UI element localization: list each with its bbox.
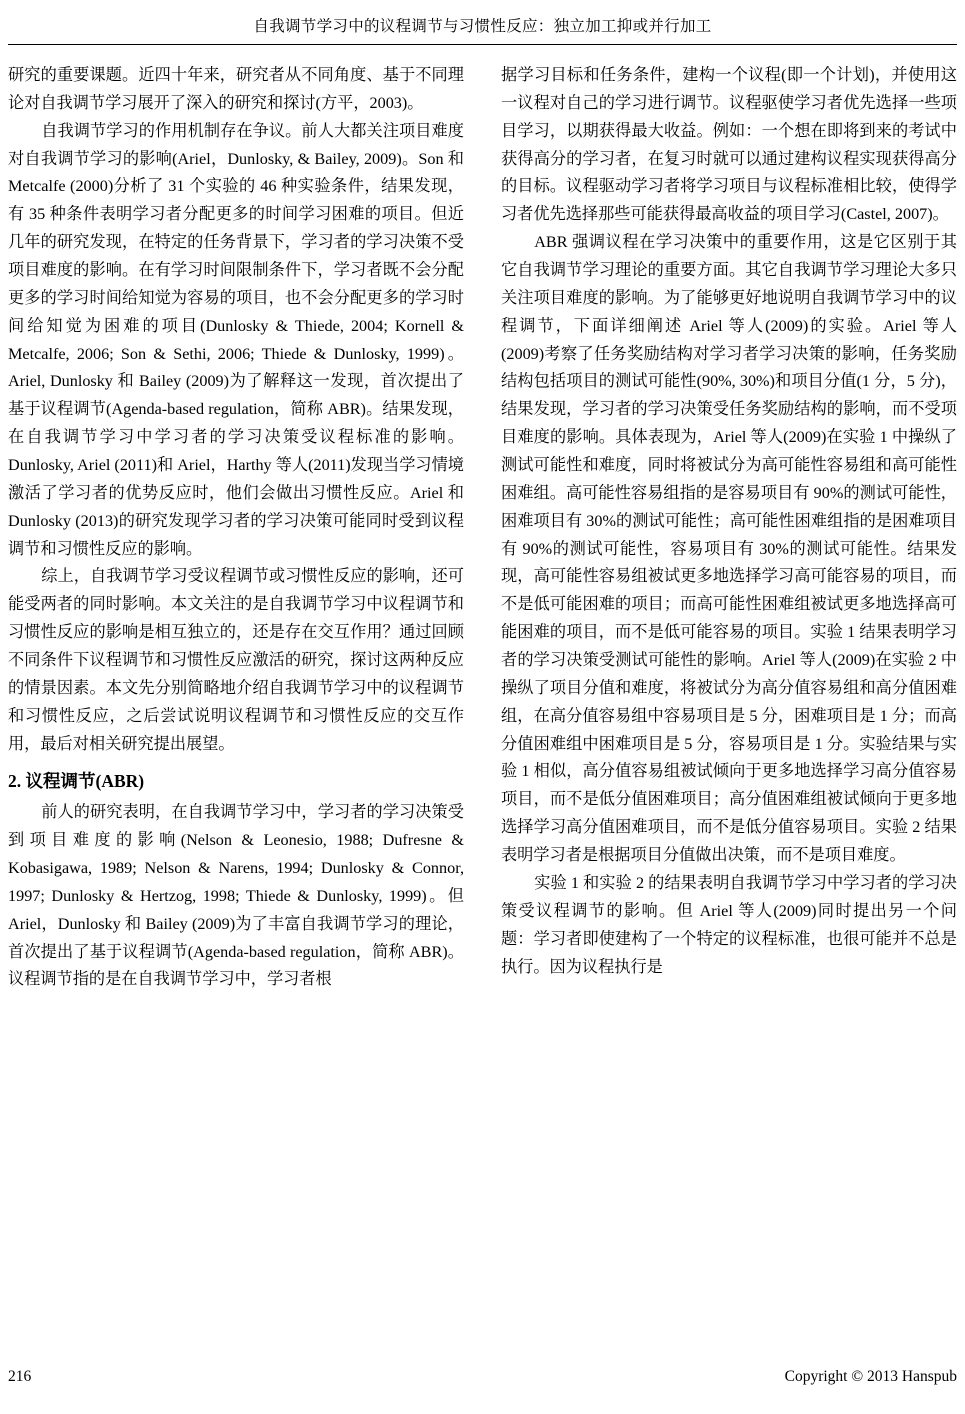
paragraph: 据学习目标和任务条件，建构一个议程(即一个计划)，并使用这一议程对自己的学习进行调节。议程驱使学习者优先选择一些项目学习，以期获得最大收益。例如：一个想在即将到来的考试中获得高分的学习者，在复习时就可以通过建构议程实现获得高分的目标。议程驱动学习者将学习项目与议程标准相比较，使得学习者优先选择那些可能获得最高收益的项目学习(Castel, 2007)。: [501, 66, 957, 224]
paragraph: 前人的研究表明，在自我调节学习中，学习者的学习决策受到项目难度的影响(Nelson & Leonesio, 1988; Dufresne & Kobasigawa, 1989; Nelson & Narens, 1994; Dunlosky & Connor, 1997; Dunlosky & Hertzog, 1998; Thiede & Dunlosky, 1999)。但 Ariel，Dunlosky 和 Bailey (2009)为了丰富自我调节学习的理论，首次提出了基于议程调节(Agenda-based regulation，简称 ABR)。议程调节指的是在自我调节学习中，学习者根: [8, 803, 464, 989]
header-divider: [8, 44, 957, 45]
left-column: [8, 62, 464, 1330]
paragraph: 综上，自我调节学习受议程调节或习惯性反应的影响，还可能受两者的同时影响。本文关注的是自我调节学习中议程调节和习惯性反应的影响是相互独立的，还是存在交互作用？通过回顾不同条件下议程调节和习惯性反应激活的研究，探讨这两种反应的情景因素。本文先分别简略地介绍自我调节学习中的议程调节和习惯性反应，之后尝试说明议程调节和习惯性反应的交互作用，最后对相关研究提出展望。: [8, 567, 464, 753]
copyright-notice: Copyright © 2013 Hanspub: [784, 1368, 957, 1385]
right-column: [501, 62, 957, 1330]
running-head: 自我调节学习中的议程调节与习惯性反应：独立加工抑或并行加工: [253, 18, 712, 35]
paragraph: ABR 强调议程在学习决策中的重要作用，这是它区别于其它自我调节学习理论的重要方面。其它自我调节学习理论大多只关注项目难度的影响。为了能够更好地说明自我调节学习中的议程调节，下面详细阐述 Ariel 等人(2009)的实验。Ariel 等人(2009)考察了任务奖励结构对学习者学习决策的影响，任务奖励结构包括项目的测试可能性(90%, 30%)和项目分值(1 分，5 分)，结果发现，学习者的学习决策受任务奖励结构的影响，而不受项目难度的影响。具体表现为，Ariel 等人(2009)在实验 1 中操纵了测试可能性和难度，同时将被试分为高可能性容易组和高可能性困难组。高可能性容易组指的是容易项目有 90%的测试可能性，困难项目有 30%的测试可能性；高可能性困难组指的是困难项目有 90%的测试可能性，容易项目有 30%的测试可能性。结果发现，高可能性容易组被试更多地选择学习高可能容易的项目，而不是低可能困难的项目；而高可能性困难组被试更多地选择高可能困难的项目，而不是低可能容易的项目。实验 1 结果表明学习者的学习决策受测试可能性的影响。Ariel 等人(2009)在实验 2 中操纵了项目分值和难度，将被试分为高分值容易组和高分值困难组，在高分值容易组中容易项目是 5 分，困难项目是 1 分；而高分值困难组中困难项目是 5 分，容易项目是 1 分。实验结果与实验 1 相似，高分值容易组被试倾向于更多地选择学习高分值容易项目，而不是低分值困难项目；高分值困难组被试倾向于更多地选择学习高分值困难项目，而不是低分值容易项目。实验 2 结果表明学习者是根据项目分值做出决策，而不是项目难度。: [501, 233, 957, 865]
paragraph: 自我调节学习的作用机制存在争议。前人大都关注项目难度对自我调节学习的影响(Ariel，Dunlosky, & Bailey, 2009)。Son 和 Metcalfe (2000)分析了 31 个实验的 46 种实验条件，结果发现，有 35 种条件表明学习者分配更多的时间学习困难的项目。但近几年的研究发现，在特定的任务背景下，学习者的学习决策不受项目难度的影响。在有学习时间限制条件下，学习者既不会分配更多的学习时间给知觉为容易的项目，也不会分配更多的学习时间给知觉为困难的项目(Dunlosky & Thiede, 2004; Kornell & Metcalfe, 2006; Son & Sethi, 2006; Thiede & Dunlosky, 1999)。Ariel, Dunlosky 和 Bailey (2009)为了解释这一发现，首次提出了基于议程调节(Agenda-based regulation，简称 ABR)。结果发现，在自我调节学习中学习者的学习决策受议程标准的影响。Dunlosky, Ariel (2011)和 Ariel，Harthy 等人(2011)发现当学习情境激活了学习者的优势反应时，他们会做出习惯性反应。Ariel 和 Dunlosky (2013)的研究发现学习者的学习决策可能同时受到议程调节和习惯性反应的影响。: [8, 121, 464, 558]
paragraph: 实验 1 和实验 2 的结果表明自我调节学习中学习者的学习决策受议程调节的影响。但 Ariel 等人(2009)同时提出另一个问题：学习者即使建构了一个特定的议程标准，也很可能并不总是执行。因为议程执行是: [501, 873, 957, 976]
page-number: 216: [8, 1368, 32, 1385]
paragraph: 研究的重要课题。近四十年来，研究者从不同角度、基于不同理论对自我调节学习展开了深入的研究和探讨(方平，2003)。: [8, 66, 464, 112]
section-heading: 2. 议程调节(ABR): [8, 771, 145, 792]
two-column-body: [8, 62, 957, 1330]
page-footer: [8, 1368, 957, 1386]
